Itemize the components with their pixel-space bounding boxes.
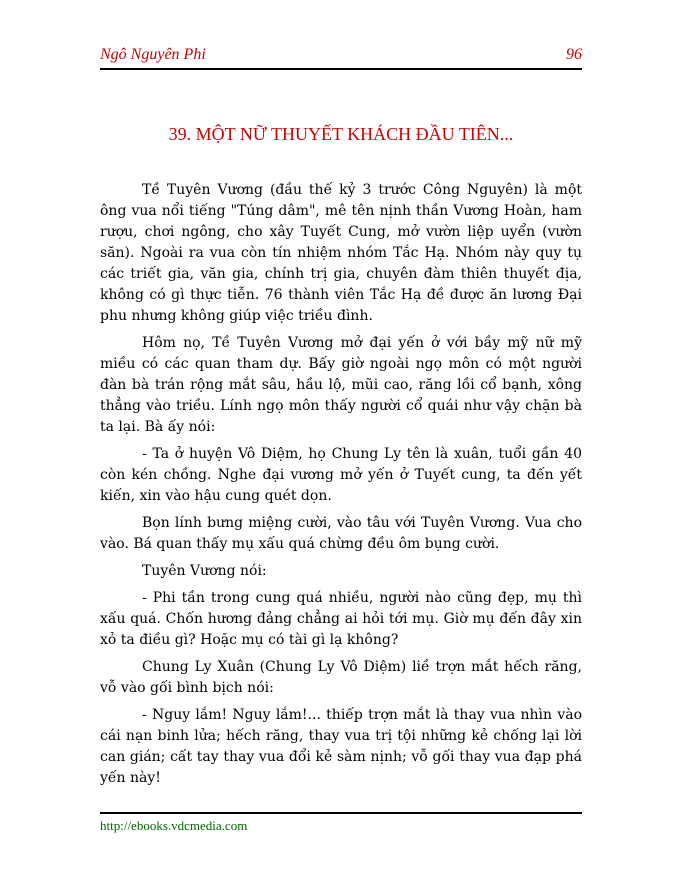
paragraph: - Phi tần trong cung quá nhiều, người nào cũng đẹp, mụ thì xấu quá. Chốn hương đảng chẳng ai hỏi tới mụ. Giờ mụ đến đây xin xỏ ta điều gì? Hoặc mụ có tài gì lạ không? (100, 590, 582, 648)
paragraph: - Nguy lắm! Nguy lắm!... thiếp trợn mắt là thay vua nhìn vào cái nạn binh lửa; hếch răng, thay vua trị tội những kẻ chống lại lời can gián; cất tay thay vua đổi kẻ sàm nịnh; vỗ gối thay vua đạp phá yến này! (100, 707, 582, 786)
paragraph: Chung Ly Xuân (Chung Ly Vô Diệm) liề trợn mắt hếch răng, vỗ vào gối bình bịch nói: (100, 659, 582, 696)
book-author: Ngô Nguyên Phi (100, 46, 206, 63)
paragraph: - Ta ở huyện Vô Diệm, họ Chung Ly tên là xuân, tuổi gần 40 còn kén chồng. Nghe đại vương mở yến ở Tuyết cung, ta đến yết kiến, xin vào hậu cung quét dọn. (100, 446, 582, 504)
footer-url-link[interactable]: http://ebooks.vdcmedia.com (100, 818, 248, 833)
page-header (100, 44, 582, 70)
footer-divider (100, 812, 582, 814)
chapter-title: 39. MỘT NỮ THUYẾT KHÁCH ĐẦU TIÊN... (168, 124, 514, 144)
paragraph: Tề Tuyên Vương (đầu thế kỷ 3 trước Công Nguyên) là một ông vua nổi tiếng "Túng dâm", mê tên nịnh thần Vương Hoàn, ham rượu, chơi ngông, cho xây Tuyết Cung, mở vườn liệp uyển (vườn săn). Ngoài ra vua còn tín nhiệm nhóm Tắc Hạ. Nhóm này quy tụ các triết gia, văn gia, chính trị gia, chuyên đàm thiên thuyết địa, không có gì thực tiễn. 76 thành viên Tắc Hạ đề được ăn lương Đại phu nhưng không giúp việc triều đình. (100, 182, 582, 324)
paragraph: Tuyên Vương nói: (142, 563, 267, 579)
paragraph: Hôm nọ, Tề Tuyên Vương mở đại yến ở với bầy mỹ nữ mỹ miều có các quan tham dự. Bấy giờ ngoài ngọ môn có một người đàn bà trán rộng mắt sâu, hầu lộ, mũi cao, răng lồi cổ bạnh, xông thẳng vào triều. Lính ngọ môn thấy người cổ quái như vậy chặn bà ta lại. Bà ấy nói: (100, 335, 582, 435)
page-number: 96 (566, 46, 582, 63)
paragraph: Bọn lính bưng miệng cười, vào tâu với Tuyên Vương. Vua cho vào. Bá quan thấy mụ xấu quá chừng đều ôm bụng cười. (100, 515, 582, 552)
chapter-body (100, 180, 582, 795)
